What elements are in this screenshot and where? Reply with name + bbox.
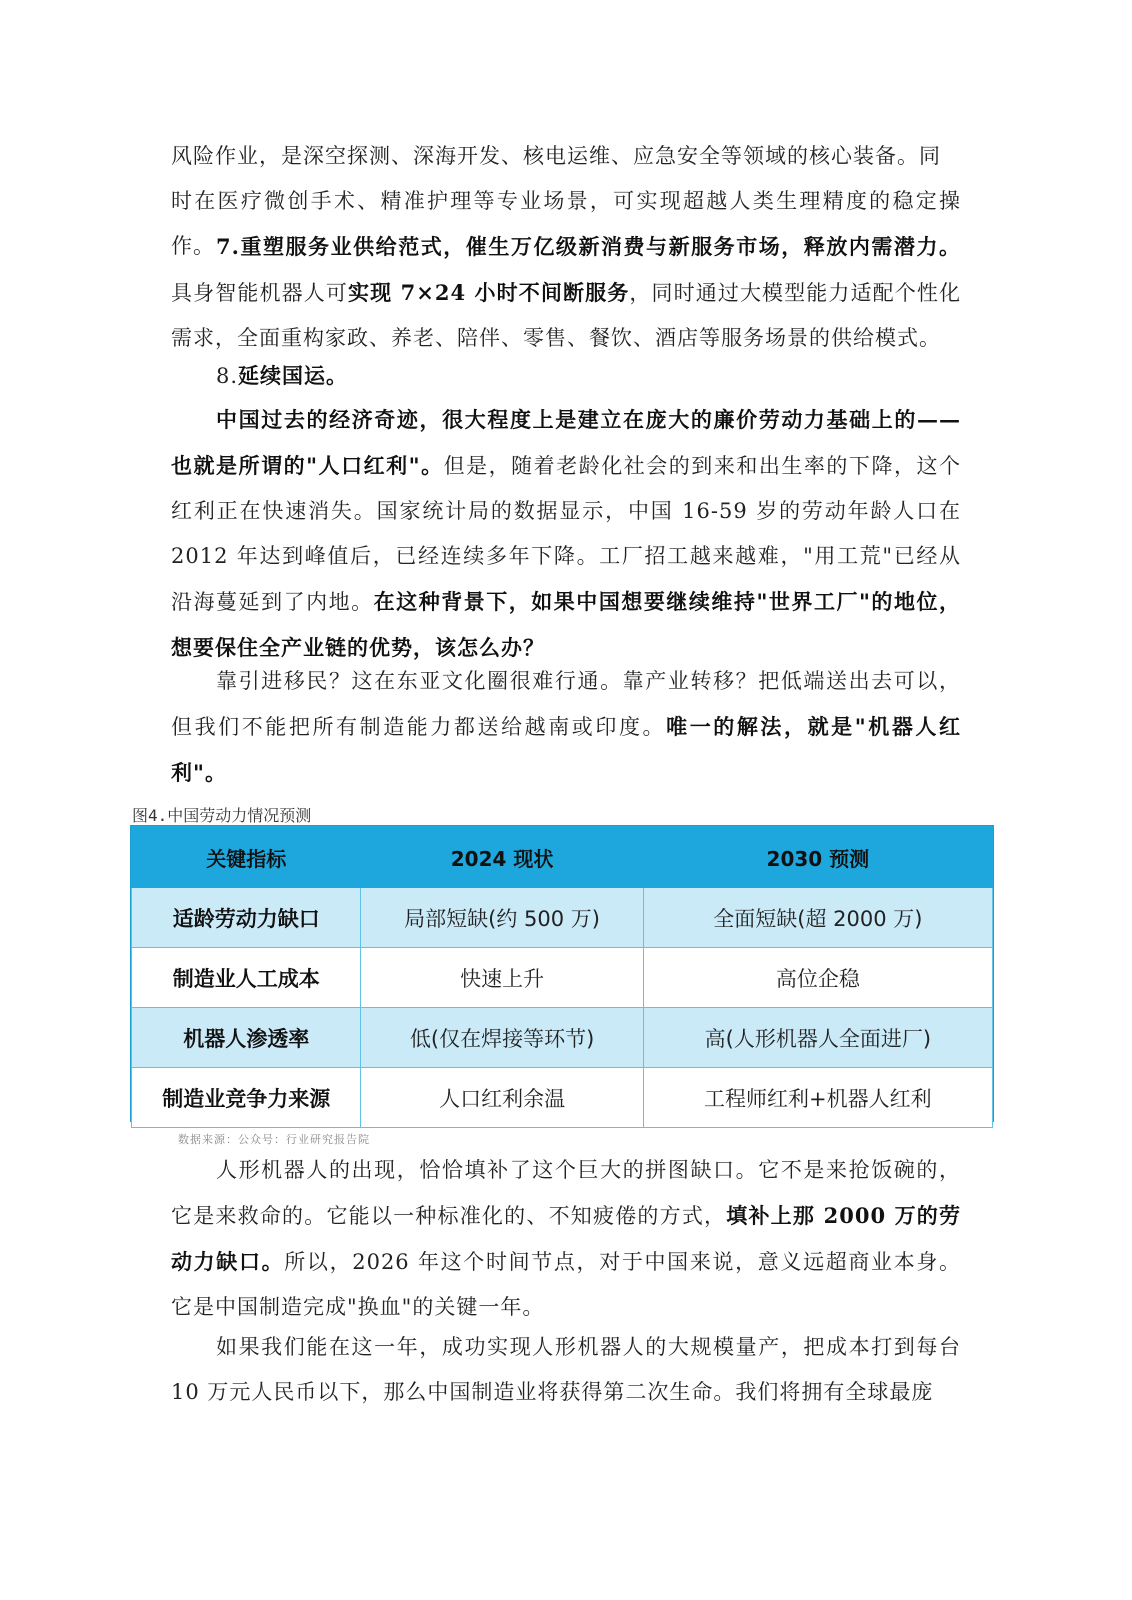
figure-caption: 图4.中国劳动力情况预测 — [132, 806, 312, 825]
labor-forecast-table — [130, 825, 994, 1122]
table-cell: 人口红利余温 — [361, 1068, 643, 1128]
text-run: 具身智能机器人可 — [171, 281, 348, 305]
data-source-note: 数据来源：公众号：行业研究报告院 — [178, 1133, 370, 1146]
table-cell: 全面短缺(超 2000 万) — [643, 888, 992, 948]
table-cell: 工程师红利+机器人红利 — [643, 1068, 992, 1128]
paragraph-service-industry — [171, 224, 961, 361]
table-cell: 高(人形机器人全面进厂) — [643, 1008, 992, 1068]
column-header: 2030 预测 — [643, 827, 992, 888]
point-8-title: 延续国运。 — [238, 363, 349, 388]
bold-text-run: 在这种背景下，如果中国想要继续维持"世界工厂"的地位，想要保住全产业链的优势，该怎么办？ — [171, 589, 961, 660]
table-row — [132, 1008, 993, 1068]
column-header: 关键指标 — [132, 827, 361, 888]
row-header-cell: 制造业竞争力来源 — [132, 1068, 361, 1128]
text-run: 但是，随着老龄化社会的到来和出生率的下降，这个红利正在快速消失。国家统计局的数据显示，中国 16-59 岁的劳动年龄人口在 2012 年达到峰值后，已经连续多年下降。工厂招工越来越难，"用工荒"已经从沿海蔓延到了内地。 — [171, 454, 961, 614]
text-run: 人形机器人的出现，恰恰填补了这个巨大的拼图缺口。它不是来抢饭碗的，它是来救命的。它能以一种标准化的、不知疲倦的方式， — [171, 1158, 961, 1228]
bold-text-run: 填补上那 2000 万的劳动力缺口。 — [171, 1203, 961, 1274]
table-cell: 低(仅在焊接等环节) — [361, 1008, 643, 1068]
paragraph-mass-production — [171, 1325, 961, 1415]
paragraph-demographic-dividend — [171, 397, 961, 671]
text-run: 所以，2026 年这个时间节点，对于中国来说，意义远超商业本身。它是中国制造完成"换血"的关键一年。 — [171, 1250, 961, 1319]
table-row — [132, 888, 993, 948]
text-run: ，同时通过大模型能力适配个性化需求，全面重构家政、养老、陪伴、零售、餐饮、酒店等服务场景的供给模式。 — [171, 281, 962, 350]
row-header-cell: 机器人渗透率 — [132, 1008, 361, 1068]
text-run: 如果我们能在这一年，成功实现人形机器人的大规模量产，把成本打到每台 10 万元人民币以下，那么中国制造业将获得第二次生命。我们将拥有全球最庞 — [171, 1335, 961, 1404]
table-row — [132, 948, 993, 1008]
point-number: 8. — [216, 364, 239, 388]
text-run: 靠引进移民？这在东亚文化圈很难行通。靠产业转移？把低端送出去可以，但我们不能把所有制造能力都送给越南或印度。 — [171, 669, 961, 739]
point-7-heading: 7.重塑服务业供给范式，催生万亿级新消费与新服务市场，释放内需潜力。 — [216, 234, 961, 259]
row-header-cell: 制造业人工成本 — [132, 948, 361, 1008]
bold-text-run: 唯一的解法，就是"机器人红利"。 — [171, 714, 961, 785]
text-line: 风险作业，是深空探测、深海开发、核电运维、应急安全等领域的核心装备。同 — [171, 144, 941, 168]
paragraph-humanoid-fills-gap — [171, 1148, 961, 1330]
column-header: 2024 现状 — [361, 827, 643, 888]
table-cell: 快速上升 — [361, 948, 643, 1008]
row-header-cell: 适龄劳动力缺口 — [132, 888, 361, 948]
bold-text-run: 实现 7×24 小时不间断服务 — [347, 280, 630, 305]
table-cell: 局部短缺(约 500 万) — [361, 888, 643, 948]
table-row — [132, 1068, 993, 1128]
text-line: 时在医疗微创手术、精准护理等专业场景，可实现超越人类生理精度的稳定操作。 — [171, 189, 961, 258]
bold-text-run: 中国过去的经济奇迹，很大程度上是建立在庞大的廉价劳动力基础上的——也就是所谓的"人口红利"。 — [171, 407, 961, 478]
paragraph-robot-dividend — [171, 659, 961, 796]
table-cell: 高位企稳 — [643, 948, 992, 1008]
point-8-heading — [171, 353, 961, 399]
table-header-row — [132, 827, 993, 888]
